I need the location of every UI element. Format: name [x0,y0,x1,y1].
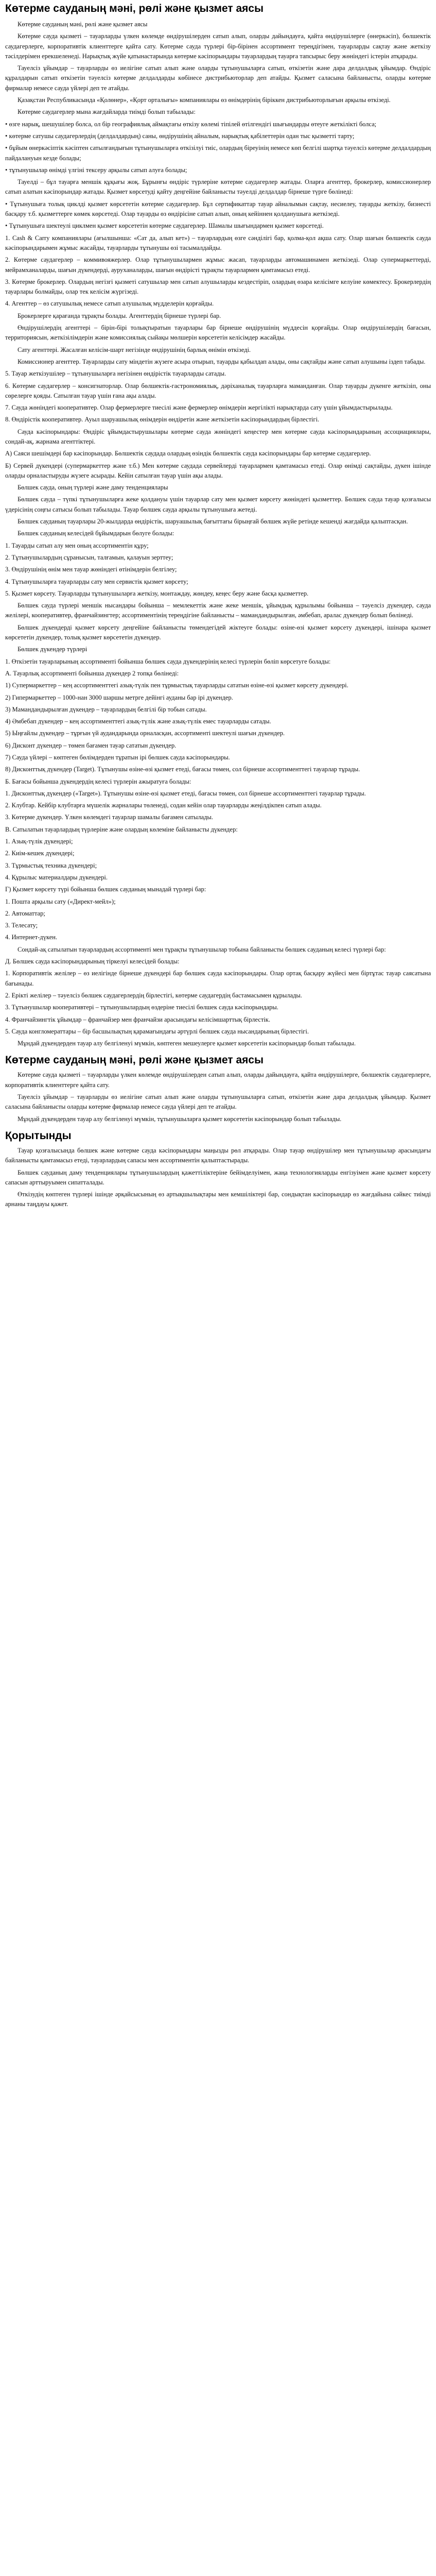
paragraph: Сондай-ақ сатылатын тауарлардың ассортименті мен тұрақты тұтынушылар тобына байланысты бөлшек сауданың келесі түрлері бар: [18,945,386,953]
paragraph: 1. Дисконттық дүкендер («Target»). Тұтынушы өзіне-өзі қызмет етеді, бағасы төмен, сол бірнеше ассортименттегі тауарлар тұрады. [5,789,366,797]
paragraph: 1. Пошта арқылы сату («Директ-мейл»); [5,897,116,905]
paragraph: Бөлшек сауданың келесідей бұйымдарын бөлуге болады: [18,530,175,537]
section-3-heading: Қорытынды [5,1129,72,1142]
paragraph: 2. Көтерме саудагерлер – коммивояжерлер. Олар тұтынушылармен жұмыс жасап, тауарларды автомашинамен жеткізеді. Олар супермаркеттерді, мейрамханаларды, шағын дүкендерді, ауруханаларды, шағын өндірісті тұрақты тауарлармен қамтамасыз етеді. [5,256,431,274]
paragraph: Өндірушілердің агенттері – бірін-бірі толықтыратын тауарлары бар бірнеше өндірушінің мүддесін қорғайды. Олар өндірушілердің бағасын, территориясын, жеткізілімдерін және комиссиялық сыйақы мөлшерін көрсететін келісімдер жасайды. [5,324,431,342]
paragraph: Б. Бағасы бойынша дүкендердің келесі түрлерін ажыратуға болады: [5,777,191,785]
paragraph: 2. Тұтынушылардың сұранысын, талғамын, қалауын зерттеу; [5,553,173,561]
paragraph: 2) Гипермаркеттер – 1000-нан 3000 шаршы метрге дейінгі ауданы бар ірі дүкендер. [5,693,233,701]
document-page [0,0,436,1216]
paragraph: Бөлшек дүкендерді қызмет көрсету деңгейіне байланысты төмендегідей жіктеуге болады: өзіне-өзі қызмет көрсету дүкендері, ішінара қызмет көрсететін дүкендер, толық қызмет көрсететін дүкендер. [5,623,431,641]
paragraph: Мұндай дүкендерден тауар алу белгіленуі мүмкін, көптеген мешеулерге қызмет көрсететін кәсіпорындар болып табылады. [18,1040,356,1047]
paragraph: Бөлшек сауда – түпкі тұтынушыларға жеке қолдануы үшін тауарлар сату мен қызмет көрсету жөніндегі қызметтер. Бөлшек сауда тауар қозғалысы үдерісінің соңғы сатысы болып табылады. Тауар бөлшек сауда арқылы тұтынушыға жетеді. [5,496,431,513]
paragraph: Сату агенттері. Жасалған келісім-шарт негізінде өндірушінің барлық өнімін өткізеді. [18,346,251,353]
paragraph: 5) Ыңғайлы дүкендер – тұрғын үй аудандарында орналасқан, ассортименті шектеулі шағын дүкендер. [5,730,285,737]
paragraph: Г) Қызмет көрсету түрі бойынша бөлшек сауданың мынадай түрлері бар: [5,886,206,893]
paragraph: 3. Көтерме дүкендер. Үлкен көлемдегі тауарлар шамалы бағамен сатылады. [5,814,213,821]
paragraph: 1. Өткізетін тауарларының ассортименті бойынша бөлшек сауда дүкендерінің келесі түрлерін бөліп көрсетуге болады: [5,657,331,665]
paragraph: • көтерме сатушы саудагерлердің (делдалдардың) саны, өндірушінің айналым, нарықтық қабілеттерін одан тыс қызметті тарту; [5,132,355,140]
paragraph: 4. Құрылыс материалдары дүкендері. [5,873,108,881]
paragraph: Көтерме сауда қызметі – тауарларды үлкен көлемде өндірушілерден сатып алып, оларды дайындауға, қайта өндірушілерге (өнеркәсіп), бөлшектік саудагерлерге, корпоративтік клиенттерге қайта сату. Көтерме сауда түрлері бір-бірінен ассортимент тереңдігімен, тауарларды сақтау және жеткізу тәсілдерімен ерекшеленеді. Нарықтық жүйе қатынастарында көтерме кәсіпорындары тауарлардың тауарға тапсырыс беру жөніндегі істерін атқарады. [5,32,431,60]
paragraph: 2. Клубтар. Кейбір клубтарға мүшелік жарналары төленеді, содан кейін олар тауарларды жеңілдікпен сатып алады. [5,802,322,809]
paragraph: 1. Корпоративтік желілер – өз иелігінде бірнеше дүкендері бар бөлшек сауда кәсіпорындары. Олар ортақ басқару жүйесі мен біртұтас тауар саясатына бағынады. [5,970,431,987]
paragraph: 4. Агенттер – өз сатушылық немесе сатып алушылық мүдделерін қорғайды. [5,300,214,308]
paragraph: Өткізудің көптеген түрлері ішінде әрқайсысының өз артықшылықтары мен кемшіліктері бар, сондықтан кәсіпорындар өз жағдайына сәйкес тиімді арнаны таңдауы қажет. [5,1191,431,1208]
paragraph: Бөлшек сауда, оның түрлері және даму тенденциялары [18,484,168,492]
paragraph: Д. Бөлшек сауда кәсіпорындарының тіркелуі келесідей болады: [5,958,180,965]
paragraph: 4. Тұтынушыларға тауарларды сату мен сервистік қызмет көрсету; [5,578,188,585]
paragraph: 5. Қызмет көрсету. Тауарларды тұтынушыларға жеткізу, монтаждау, жөндеу, кеңес беру және басқа қызметтер. [5,589,309,597]
paragraph: А) Саяси шешімдері бар кәсіпорындар. Бөлшектік саудада олардың өзіндік бөлшектік сауда кәсіпорындары бар көтерме саудагерлер. [5,450,371,457]
paragraph: 2. Автоматтар; [5,909,45,917]
paragraph: • өзге нарық, шешушілер болса, ол бір географиялық аймақтағы өткізу көлемі тіпілей өтілгендігі шығындарды өтеуге жеткілікті болса; [5,120,377,128]
paragraph: Көтерме сауданың мәні, рөлі және қызмет аясы [18,21,148,28]
paragraph: • бұйым өнеркәсіптік кәсіптен сатылғандығын тұтынушыларға өткізілуі тиіс, олардың біреуінің немесе көп белгілі шартқа тәуелсіз көтерме делдалдардың пайдалануын кезде болады; [5,144,431,162]
paragraph: Брокерлерге қарағанда тұрақты болады. Агенттердің бірнеше түрлері бар. [18,312,221,319]
paragraph: 3) Мамандандырылған дүкендер – тауарлардың белгілі бір тобын сатады. [5,705,207,713]
paragraph: 6. Көтерме саудагерлер – консигнаторлар. Олар бөлшектік-гастрономиялық, дәріханалық тауарларға маманданған. Олар тауарды дүкенге жеткізіп, оны сөрелерге қояды. Сатылған тауар үшін ғана ақы алады. [5,382,431,399]
paragraph: 4) Әмбебап дүкендер – кең ассортименттегі азық-түлік және азық-түлік емес тауарларды сатады. [5,718,271,725]
paragraph: 4. Интернет-дүкен. [5,934,58,941]
section-2-heading: Көтерме сауданың мәні, рөлі және қызмет аясы [5,1054,264,1066]
paragraph: Бөлшек дүкендер түрлері [18,646,88,653]
paragraph: 3. Көтерме брокерлер. Олардың негізгі қызметі сатушылар мен сатып алушыларды кездестіріп, олардың өзара келісімге келуіне көмектесу. Брокерлердің тауарлары болмайды, олар тек келісім жүргізеді. [5,278,431,296]
paragraph: Көтерме саудагерлер мына жағдайларда тиімді болып табылады: [18,108,196,116]
paragraph: 2. Киім-кешек дүкендері; [5,850,75,857]
intro-section [5,20,431,1048]
paragraph: 2. Ерікті желілер – тәуелсіз бөлшек саудагерлердің бірлестігі, көтерме саудагердің бастамасымен құрылады. [5,991,302,999]
paragraph: 4. Франчайзингтік ұйымдар – франчайзер мен франчайзи арасындағы келісімшарттық бірлестік. [5,1015,270,1023]
paragraph: Сауда кәсіпорындары: Өндіріс ұйымдастырушылары көтерме сауда жөніндегі кеңестер мен көтерме сауда кәсіпорындарының ассоциациялары, сондай-ақ, жарнама агенттіктері. [5,428,431,445]
paragraph: 1. Азық-түлік дүкендері; [5,838,73,845]
paragraph: Комиссионер агенттер. Тауарларды сату міндетін жүзеге асыра отырып, тауарды қабылдап алады, оны сақтайды және сатып алушыны іздеп табады. [18,358,426,365]
paragraph: Тауелді – бұл тауарға меншік құқығы жоқ. Бұрынғы өндіріс түрлеріне көтерме саудагерлер жатады. Оларға агенттер, брокерлер, комиссионерлер сатып алатын кәсіпорындар жатады. Қызмет көрсетуді қайту деңгейіне байланысты тәуелді делдалдар бірнеше түрге бөлінеді: [5,178,431,196]
paragraph: Тауелсіз ұйымдар – тауарларды өз иелігіне сатып алып және оларды тұтынушыларға сатып, өткізетін және дара делдалдық ұйымдар. Өндіріс құралдарын сатып өткізетін тәуелсіз көтерме делдалдарды көбінесе дистрибьюторлар деп атайды. Қызмет саласына байланысты, оларды көтерме фирмалар немесе сауда үйлері деп те атайды. [5,64,431,92]
page-title: Көтерме сауданың мәні, рөлі және қызмет аясы [5,3,264,14]
paragraph: Бөлшек сауда түрлері меншік нысандары бойынша – мемлекеттік және жеке меншік, ұйымдық құрылымы бойынша – тәуелсіз дүкендер, сауда желілері, кооперативтер, франчайзингтер; ассортиментінің тереңдігіне байланысты – мамандандырылған, әмбебап, аралас дүкендер болып бөлінеді. [5,602,431,619]
paragraph: 5. Сауда конгломераттары – бір басшылықтың қарамағындағы әртүрлі бөлшек сауда нысандарының бірлестігі. [5,1027,309,1035]
paragraph: Б) Сервей дүкендері (супермаркеттер және т.б.) Мен көтерме саудада сервейлерді тауарлармен қамтамасыз етеді. Олар өнімді сақтайды, дүкен ішінде оларды орналастыруды жүзеге асырады. Кейін сатылған тауар үшін ақы алады. [5,462,431,479]
paragraph: Тауар қозғалысында бөлшек және көтерме сауда кәсіпорындары маңызды рөл атқарады. Олар тауар өндірушілер мен тұтынушылар арасындағы байланысты қамтамасыз етеді, тауарлардың сапасы мен ассортиментін қалыптастырады. [5,1146,431,1164]
section-2 [5,1054,431,1124]
paragraph: Көтерме сауда қызметі – тауарларды үлкен көлемде өндірушілерден сатып алып, оларды дайындауға, қайта өндірушілерге, бөлшектік саудагерлерге, корпоративтік клиенттерге қайта сату. [5,1071,431,1089]
paragraph: Тауелсіз ұйымдар – тауарларды өз иелігіне сатып алып және оларды тұтынушыларға сатып, өткізетін және дара делдалдық ұйымдар. Қызмет саласына байланысты оларды көтерме фирмалар немесе сауда үйлері деп те атайды. [5,1093,431,1111]
section-3 [5,1129,431,1210]
paragraph: • тұтынушылар өнімді үлгіні тексеру арқылы сатып алуға болады; [5,166,187,174]
paragraph: Қазақстан Республикасында «Қолөнер», «Қорт орталығы» компаниялары өз өнімдерінің біріккен дистрибьюторлығын арқылы өткізеді. [18,96,391,104]
paragraph: 3. Тұрмыстық техника дүкендері; [5,861,97,869]
paragraph: А. Тауарлық ассортименті бойынша дүкендер 2 топқа бөлінеді: [5,669,179,677]
paragraph: 6) Дисконт дүкендер – төмен бағамен тауар сататын дүкендер. [5,741,177,749]
paragraph: 3. Телесату; [5,922,38,929]
paragraph: В. Сатылатын тауарлардың түрлеріне және олардың көлеміне байланысты дүкендер: [5,825,238,833]
paragraph: 8. Өндірістік кооперативтер. Ауыл шаруашылық өнімдерін өндіретін және жеткізетін кәсіпорындардың бірлестігі. [5,416,320,423]
paragraph: • Тұтынушыға толық циклді қызмет көрсететін көтерме саудагерлер. Бұл сертификаттар тауар айналымын сақтау, несиелеу, тауарды жеткізу, бизнесті басқару т.б. қызметтерге көмек көрсетеді. Олар тауарды өз өндірісіне сатып алып, оның кейіннен қолданушыға жеткізеді. [5,200,431,218]
paragraph: 5. Тауар жеткізушілер – тұтынушыларға негізінен өндірістік тауарларды сатады. [5,370,226,378]
paragraph: 1) Супермаркеттер – кең ассортименттегі азық-түлік пен тұрмыстық тауарларды сататын өзіне-өзі қызмет көрсету дүкендері. [5,682,348,689]
paragraph: 1. Cash & Carry компаниялары (ағылшынша: «Сат да, алып кет») – тауарлардың өзге сәнділігі бар, қолма-қол ақша сату. Олар шағын бөлшектік сауда кәсіпорындарымен жұмыс жасайды, тауарларды тұтынушы өзі тасымалдайды. [5,234,431,251]
paragraph: Бөлшек сауданың даму тенденциялары тұтынушылардың қажеттіліктеріне бейімделуімен, жаңа технологияларды енгізуімен және қызмет көрсету сапасын арттыруымен сипатталады. [5,1168,431,1186]
paragraph: 7) Сауда үйлері – көптеген бөлімдерден тұратын ірі бөлшек сауда кәсіпорындары. [5,754,230,761]
paragraph: Бөлшек сауданың тауарлары 20-жылдарда өндірістік, шаруашылық бағыттағы бірыңғай бөлшек жүйе ретінде кешенді жағдайда қалыптасқан. [18,518,408,526]
paragraph: 3. Өндірушінің өнім мен тауар жөніндегі өтінімдерін белгілеу; [5,566,177,573]
paragraph: 8) Дисконттық дүкендер (Target). Тұтынушы өзіне-өзі қызмет етеді, бағасы төмен, сол бірнеше ассортименттегі тауарлар тұрады. [5,766,360,773]
paragraph: 7. Сауда жөніндегі кооперативтер. Олар фермерлерге тиесілі және фермерлер өнімдерін жергілікті нарықтарда сату үшін ұйымдастырылады. [5,404,393,412]
paragraph: 1. Тауарды сатып алу мен оның ассортиментін құру; [5,541,149,549]
paragraph: Мұндай дүкендерден тауар алу белгіленуі мүмкін, тұтынушыларға қызмет көрсететін кәсіпорындар болып табылады. [18,1115,342,1123]
paragraph: • Тұтынушыға шектеулі циклмен қызмет көрсететін көтерме саудагерлер. Шамалы шығындармен қызмет көрсетеді. [5,222,324,230]
paragraph: 3. Тұтынушылар кооперативтері – тұтынушылардың өздеріне тиесілі бөлшек сауда кәсіпорындары. [5,1004,278,1011]
